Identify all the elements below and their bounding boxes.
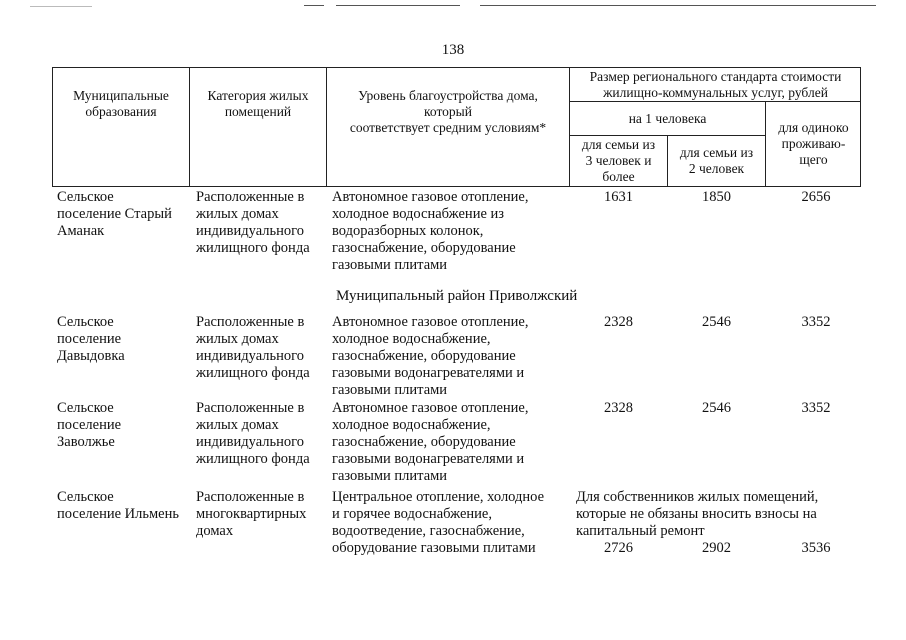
- value-family-2: 2546: [702, 400, 731, 416]
- header-divider: [569, 101, 861, 102]
- value-family-2: 2902: [702, 540, 731, 556]
- value-family-3: 2328: [604, 400, 633, 416]
- scan-artifact-line: [336, 5, 460, 6]
- value-single: 3536: [801, 540, 831, 556]
- header-family-2: для семьи из 2 человек: [679, 145, 754, 176]
- scan-artifact-line: [30, 6, 92, 7]
- row-category: Расположенные в жилых домах индивидуального жилищного фонда: [196, 189, 310, 256]
- value-single: 3352: [801, 314, 831, 330]
- row-municipality: Сельское поселение Давыдовка: [57, 314, 125, 364]
- row-level: Автономное газовое отопление, холодное водоснабжение из водоразборных колонок, газоснабжение, оборудование газовыми плитами: [332, 189, 529, 273]
- header-divider: [189, 67, 190, 187]
- row-municipality: Сельское поселение Ильмень: [57, 489, 179, 522]
- scan-artifact-line: [480, 5, 876, 6]
- district-heading: Муниципальный район Приволжский: [336, 288, 578, 304]
- scan-artifact-line: [304, 5, 324, 6]
- value-single: 3352: [801, 400, 831, 416]
- row-municipality: Сельское поселение Старый Аманак: [57, 189, 172, 239]
- value-family-2: 2546: [702, 314, 731, 330]
- header-family-3: для семьи из 3 человек и более: [581, 137, 656, 184]
- row-category: Расположенные в жилых домах индивидуального жилищного фонда: [196, 314, 310, 381]
- value-family-3: 2726: [604, 540, 633, 556]
- row-level: Центральное отопление, холодное и горячее водоснабжение, водоотведение, газоснабжение, оборудование газовыми плитами: [332, 489, 545, 556]
- value-family-3: 1631: [604, 189, 633, 205]
- row-level: Автономное газовое отопление, холодное водоснабжение, газоснабжение, оборудование газовыми водонагревателями и газовыми плитами: [332, 400, 529, 484]
- header-level: Уровень благоустройства дома, который соответствует средним условиям*: [349, 88, 547, 135]
- row-level: Автономное газовое отопление, холодное водоснабжение, газоснабжение, оборудование газовыми водонагревателями и газовыми плитами: [332, 314, 529, 398]
- row-category: Расположенные в жилых домах индивидуального жилищного фонда: [196, 400, 310, 467]
- value-single: 2656: [801, 189, 831, 205]
- header-per-person: на 1 человека: [628, 111, 707, 126]
- value-family-2: 1850: [702, 189, 731, 205]
- page-number: 138: [441, 42, 465, 58]
- row-category: Расположенные в многоквартирных домах: [196, 489, 307, 539]
- value-family-3: 2328: [604, 314, 633, 330]
- header-category: Категория жилых помещений: [207, 88, 309, 119]
- header-standard: Размер регионального стандарта стоимости жилищно-коммунальных услуг, рублей: [589, 69, 842, 100]
- row-note: Для собственников жилых помещений, которые не обязаны вносить взносы на капитальный ремонт: [576, 489, 819, 539]
- header-municipality: Муниципальные образования: [73, 88, 169, 119]
- row-municipality: Сельское поселение Заволжье: [57, 400, 122, 450]
- header-single: для одиноко проживаю- щего: [778, 120, 849, 167]
